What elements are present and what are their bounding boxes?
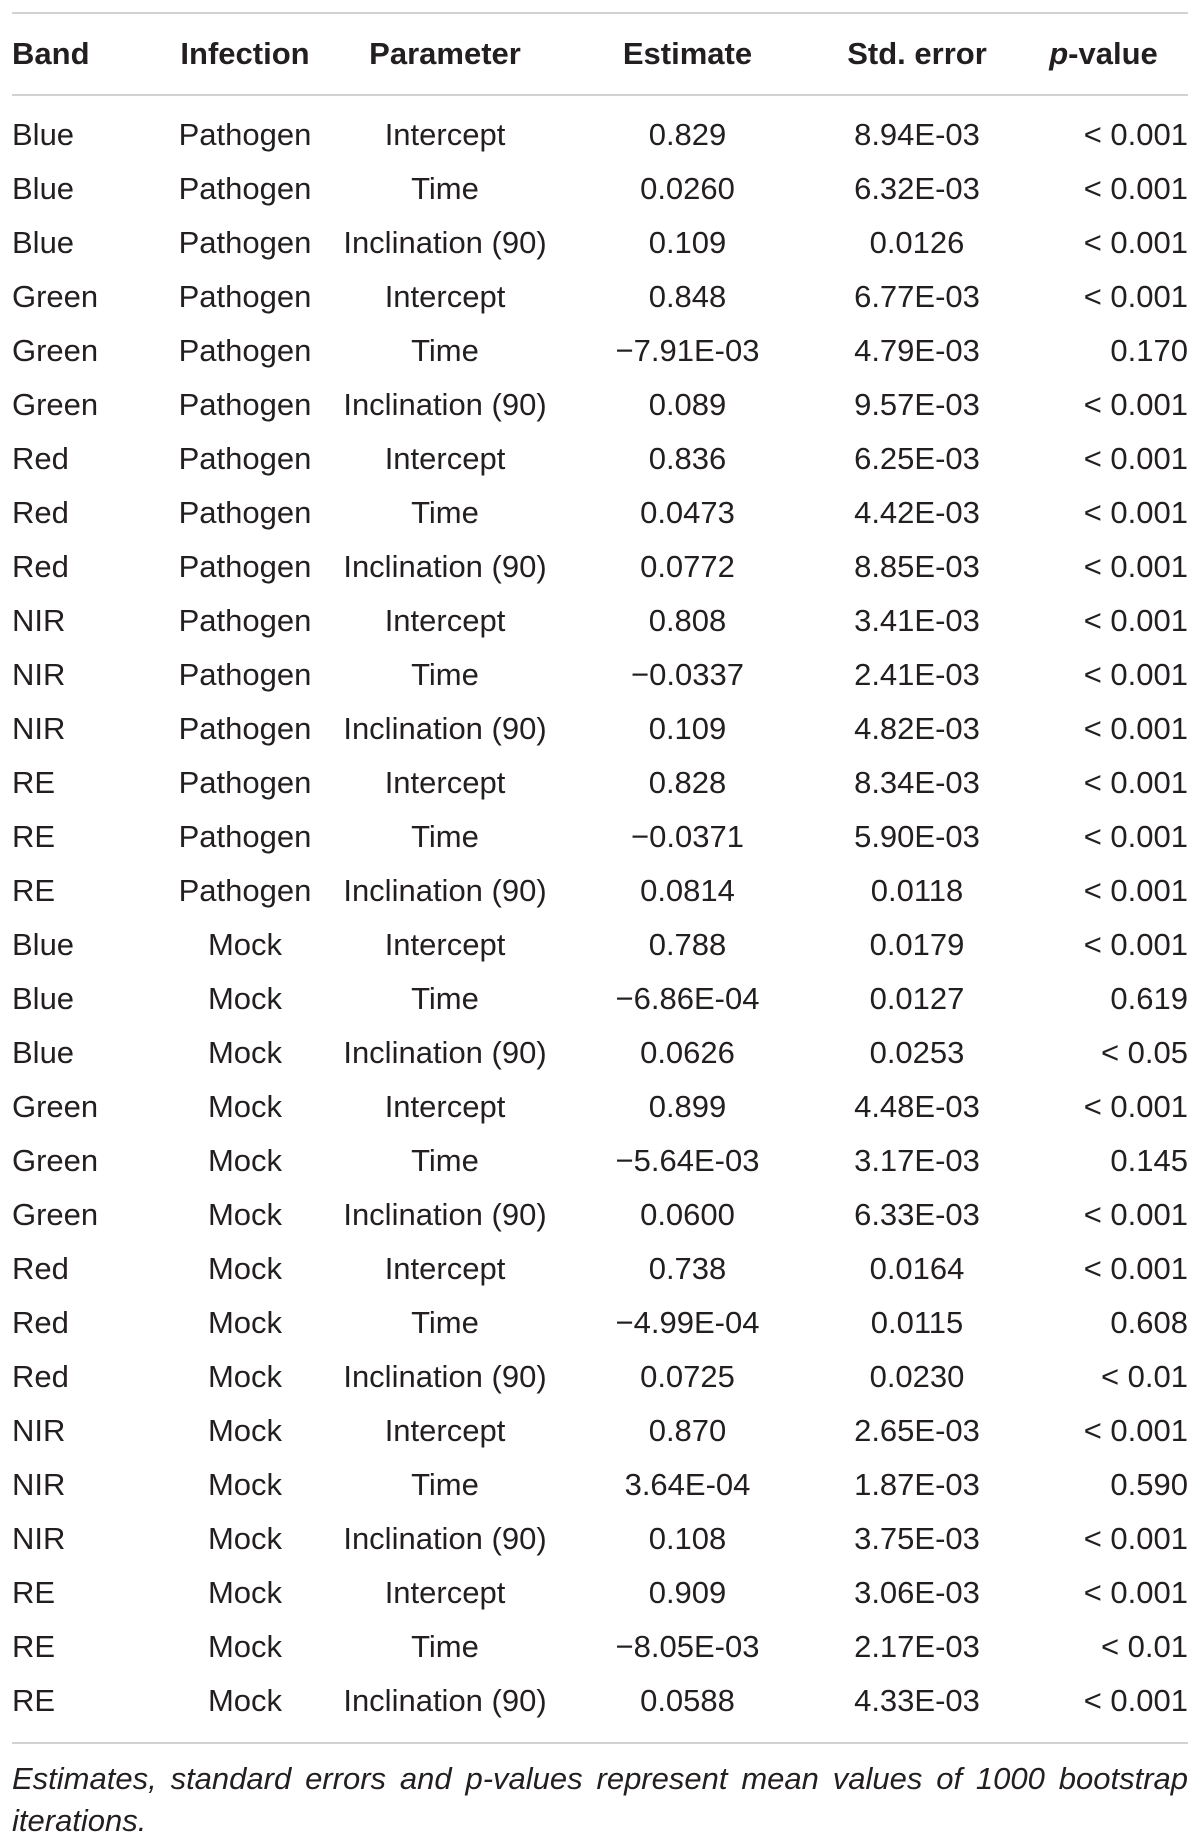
header-p-suffix: -value [1068,36,1158,71]
cell-estimate: −4.99E-04 [615,1305,760,1340]
cell-infection: Pathogen [178,603,312,638]
cell-infection: Pathogen [178,495,312,530]
cell-std-error: 0.0115 [870,1305,964,1340]
cell-infection: Mock [207,927,283,962]
cell-std-error: 3.41E-03 [854,603,980,638]
table-row [12,540,1188,594]
table-row [12,1296,1188,1350]
cell-std-error: 9.57E-03 [854,387,980,422]
cell-infection: Mock [207,1629,283,1664]
cell-infection: Mock [207,1575,283,1610]
cell-band: Red [12,1305,69,1340]
table-row [12,702,1188,756]
cell-std-error: 1.87E-03 [854,1467,980,1502]
table-row [12,1620,1188,1674]
cell-parameter: Intercept [384,603,506,638]
cell-parameter: Time [411,819,479,854]
table-row [12,162,1188,216]
cell-band: Green [12,279,99,314]
cell-parameter: Time [411,981,479,1016]
cell-band: Red [12,1251,69,1286]
cell-p-value: < 0.001 [1083,225,1188,260]
header-p-value [1019,13,1188,95]
cell-band: Blue [12,927,75,962]
table-row [12,378,1188,432]
cell-p-value: < 0.001 [1083,1413,1188,1448]
cell-estimate: −0.0371 [631,819,744,854]
cell-band: Red [12,495,69,530]
cell-parameter: Time [411,657,479,692]
cell-p-value: 0.170 [1110,333,1188,368]
cell-std-error: 4.79E-03 [854,333,980,368]
cell-parameter: Inclination (90) [343,873,547,908]
cell-infection: Pathogen [178,117,312,152]
table-row [12,1350,1188,1404]
cell-infection: Mock [207,1089,283,1124]
cell-infection: Pathogen [178,171,312,206]
table-row [12,648,1188,702]
cell-infection: Pathogen [178,765,312,800]
table-row [12,594,1188,648]
cell-parameter: Intercept [384,765,506,800]
cell-infection: Pathogen [178,873,312,908]
cell-parameter: Time [411,333,479,368]
cell-parameter: Intercept [384,1089,506,1124]
cell-p-value: < 0.001 [1083,279,1188,314]
cell-estimate: 0.0473 [640,495,735,530]
cell-estimate: −6.86E-04 [615,981,760,1016]
cell-band: NIR [12,603,66,638]
table-body [12,95,1188,1728]
cell-estimate: −8.05E-03 [615,1629,760,1664]
header-estimate: Estimate [622,36,753,71]
cell-p-value: < 0.001 [1083,927,1188,962]
cell-band: Red [12,549,69,584]
cell-std-error: 0.0118 [870,873,964,908]
table-row [12,432,1188,486]
table-row [12,810,1188,864]
cell-infection: Pathogen [178,333,312,368]
cell-band: Blue [12,1035,75,1070]
table-row [12,1458,1188,1512]
cell-std-error: 3.75E-03 [854,1521,980,1556]
header-infection: Infection [180,36,310,71]
table-row [12,216,1188,270]
table-row [12,972,1188,1026]
cell-infection: Pathogen [178,657,312,692]
cell-band: NIR [12,711,66,746]
cell-p-value: < 0.001 [1083,549,1188,584]
cell-std-error: 0.0230 [869,1359,965,1394]
cell-std-error: 4.82E-03 [854,711,980,746]
cell-band: RE [12,1629,56,1664]
results-table [12,12,1188,1728]
cell-estimate: 0.808 [648,603,727,638]
cell-band: Blue [12,171,75,206]
header-parameter: Parameter [369,36,521,71]
cell-std-error: 0.0253 [869,1035,965,1070]
cell-std-error: 6.25E-03 [854,441,980,476]
cell-band: Red [12,441,69,476]
cell-estimate: 0.109 [648,225,727,260]
cell-infection: Pathogen [178,279,312,314]
cell-parameter: Inclination (90) [343,549,547,584]
cell-estimate: 0.828 [648,765,727,800]
cell-std-error: 8.85E-03 [854,549,980,584]
cell-estimate: 0.0588 [640,1683,735,1718]
cell-estimate: 0.0260 [640,171,735,206]
cell-band: RE [12,819,56,854]
table-row [12,324,1188,378]
cell-estimate: −7.91E-03 [615,333,760,368]
table-row [12,1242,1188,1296]
table-row [12,1134,1188,1188]
table-row [12,1512,1188,1566]
cell-infection: Mock [207,1305,283,1340]
cell-estimate: 0.870 [648,1413,727,1448]
cell-std-error: 0.0179 [869,927,965,962]
cell-infection: Mock [207,981,283,1016]
cell-std-error: 2.17E-03 [854,1629,980,1664]
cell-band: NIR [12,1413,66,1448]
cell-estimate: 0.0626 [640,1035,735,1070]
cell-infection: Pathogen [178,387,312,422]
cell-p-value: < 0.001 [1083,711,1188,746]
cell-parameter: Inclination (90) [343,387,547,422]
cell-band: Green [12,1143,99,1178]
table-header [12,13,1188,95]
cell-estimate: 0.836 [648,441,727,476]
cell-band: RE [12,1575,56,1610]
cell-estimate: 0.0725 [640,1359,735,1394]
cell-infection: Pathogen [178,441,312,476]
cell-band: RE [12,765,56,800]
cell-infection: Mock [207,1035,283,1070]
cell-parameter: Inclination (90) [343,711,547,746]
cell-parameter: Time [411,1467,479,1502]
cell-std-error: 6.77E-03 [854,279,980,314]
cell-parameter: Time [411,1143,479,1178]
cell-band: Green [12,1197,99,1232]
cell-p-value: < 0.001 [1083,495,1188,530]
cell-infection: Mock [207,1413,283,1448]
cell-estimate: 0.829 [648,117,727,152]
cell-estimate: 0.738 [648,1251,727,1286]
cell-p-value: 0.619 [1110,981,1188,1016]
cell-parameter: Inclination (90) [343,1197,547,1232]
header-std-error: Std. error [847,36,987,71]
cell-p-value: < 0.001 [1083,441,1188,476]
cell-p-value: < 0.001 [1083,1575,1188,1610]
cell-std-error: 5.90E-03 [854,819,980,854]
cell-parameter: Time [411,1629,479,1664]
table-row [12,1674,1188,1728]
cell-band: Green [12,333,99,368]
cell-estimate: 0.0772 [640,549,735,584]
cell-parameter: Intercept [384,117,506,152]
cell-infection: Mock [207,1683,283,1718]
cell-std-error: 4.33E-03 [854,1683,980,1718]
cell-estimate: −5.64E-03 [615,1143,760,1178]
table-row [12,1026,1188,1080]
cell-p-value: < 0.001 [1083,1683,1188,1718]
table-row [12,95,1188,162]
cell-parameter: Intercept [384,1251,506,1286]
cell-std-error: 0.0126 [869,225,965,260]
cell-infection: Mock [207,1467,283,1502]
table-row [12,1188,1188,1242]
cell-p-value: 0.145 [1110,1143,1188,1178]
cell-parameter: Intercept [384,441,506,476]
cell-estimate: 0.909 [648,1575,727,1610]
cell-band: Blue [12,225,75,260]
cell-std-error: 0.0127 [869,981,965,1016]
cell-p-value: 0.608 [1110,1305,1188,1340]
cell-p-value: < 0.05 [1100,1035,1188,1070]
cell-band: NIR [12,1467,66,1502]
cell-estimate: 0.108 [648,1521,727,1556]
table-row [12,1404,1188,1458]
cell-p-value: < 0.001 [1083,171,1188,206]
cell-parameter: Intercept [384,1413,506,1448]
cell-infection: Mock [207,1521,283,1556]
cell-parameter: Time [411,495,479,530]
cell-parameter: Inclination (90) [343,225,547,260]
cell-infection: Pathogen [178,819,312,854]
table-row [12,486,1188,540]
cell-estimate: 3.64E-04 [624,1467,751,1502]
cell-band: Blue [12,981,75,1016]
cell-p-value: < 0.001 [1083,603,1188,638]
cell-band: Green [12,1089,99,1124]
cell-estimate: −0.0337 [631,657,744,692]
cell-p-value: < 0.001 [1083,1197,1188,1232]
table-row [12,918,1188,972]
cell-p-value: < 0.001 [1083,387,1188,422]
cell-p-value: 0.590 [1110,1467,1188,1502]
cell-band: Blue [12,117,75,152]
cell-infection: Mock [207,1143,283,1178]
cell-parameter: Intercept [384,279,506,314]
table-row [12,864,1188,918]
table-footnote: Estimates, standard errors and p-values represent mean values of 1000 bootstrap iterations. [12,1742,1188,1842]
cell-std-error: 2.41E-03 [854,657,980,692]
cell-infection: Pathogen [178,711,312,746]
cell-estimate: 0.788 [648,927,727,962]
cell-std-error: 4.42E-03 [854,495,980,530]
cell-std-error: 3.06E-03 [854,1575,980,1610]
cell-infection: Mock [207,1251,283,1286]
cell-p-value: < 0.001 [1083,819,1188,854]
table-row [12,1080,1188,1134]
cell-std-error: 8.94E-03 [854,117,980,152]
cell-band: RE [12,873,56,908]
cell-parameter: Intercept [384,1575,506,1610]
cell-std-error: 0.0164 [869,1251,965,1286]
cell-estimate: 0.109 [648,711,727,746]
cell-estimate: 0.089 [648,387,727,422]
results-table-container [12,12,1188,1842]
cell-parameter: Inclination (90) [343,1683,547,1718]
cell-estimate: 0.0600 [640,1197,735,1232]
cell-parameter: Inclination (90) [343,1359,547,1394]
cell-std-error: 4.48E-03 [854,1089,980,1124]
cell-infection: Pathogen [178,225,312,260]
cell-parameter: Inclination (90) [343,1035,547,1070]
table-row [12,270,1188,324]
cell-p-value: < 0.001 [1083,117,1188,152]
cell-parameter: Time [411,171,479,206]
cell-std-error: 8.34E-03 [854,765,980,800]
cell-parameter: Inclination (90) [343,1521,547,1556]
cell-parameter: Intercept [384,927,506,962]
cell-p-value: < 0.001 [1083,657,1188,692]
cell-band: RE [12,1683,56,1718]
cell-p-value: < 0.01 [1100,1359,1188,1394]
cell-infection: Pathogen [178,549,312,584]
cell-band: NIR [12,657,66,692]
cell-p-value: < 0.001 [1083,1251,1188,1286]
cell-estimate: 0.899 [648,1089,727,1124]
header-band: Band [12,36,90,71]
cell-band: Red [12,1359,69,1394]
cell-parameter: Time [411,1305,479,1340]
header-p-italic: p [1049,36,1069,71]
table-row [12,756,1188,810]
cell-estimate: 0.0814 [640,873,735,908]
cell-p-value: < 0.001 [1083,1089,1188,1124]
cell-std-error: 6.33E-03 [854,1197,980,1232]
cell-std-error: 6.32E-03 [854,171,980,206]
cell-std-error: 2.65E-03 [854,1413,980,1448]
cell-p-value: < 0.001 [1083,1521,1188,1556]
header-row [12,13,1188,95]
cell-p-value: < 0.001 [1083,873,1188,908]
cell-p-value: < 0.001 [1083,765,1188,800]
cell-band: NIR [12,1521,66,1556]
cell-infection: Mock [207,1197,283,1232]
cell-p-value: < 0.01 [1100,1629,1188,1664]
cell-infection: Mock [207,1359,283,1394]
cell-std-error: 3.17E-03 [854,1143,980,1178]
cell-estimate: 0.848 [648,279,727,314]
table-row [12,1566,1188,1620]
cell-band: Green [12,387,99,422]
